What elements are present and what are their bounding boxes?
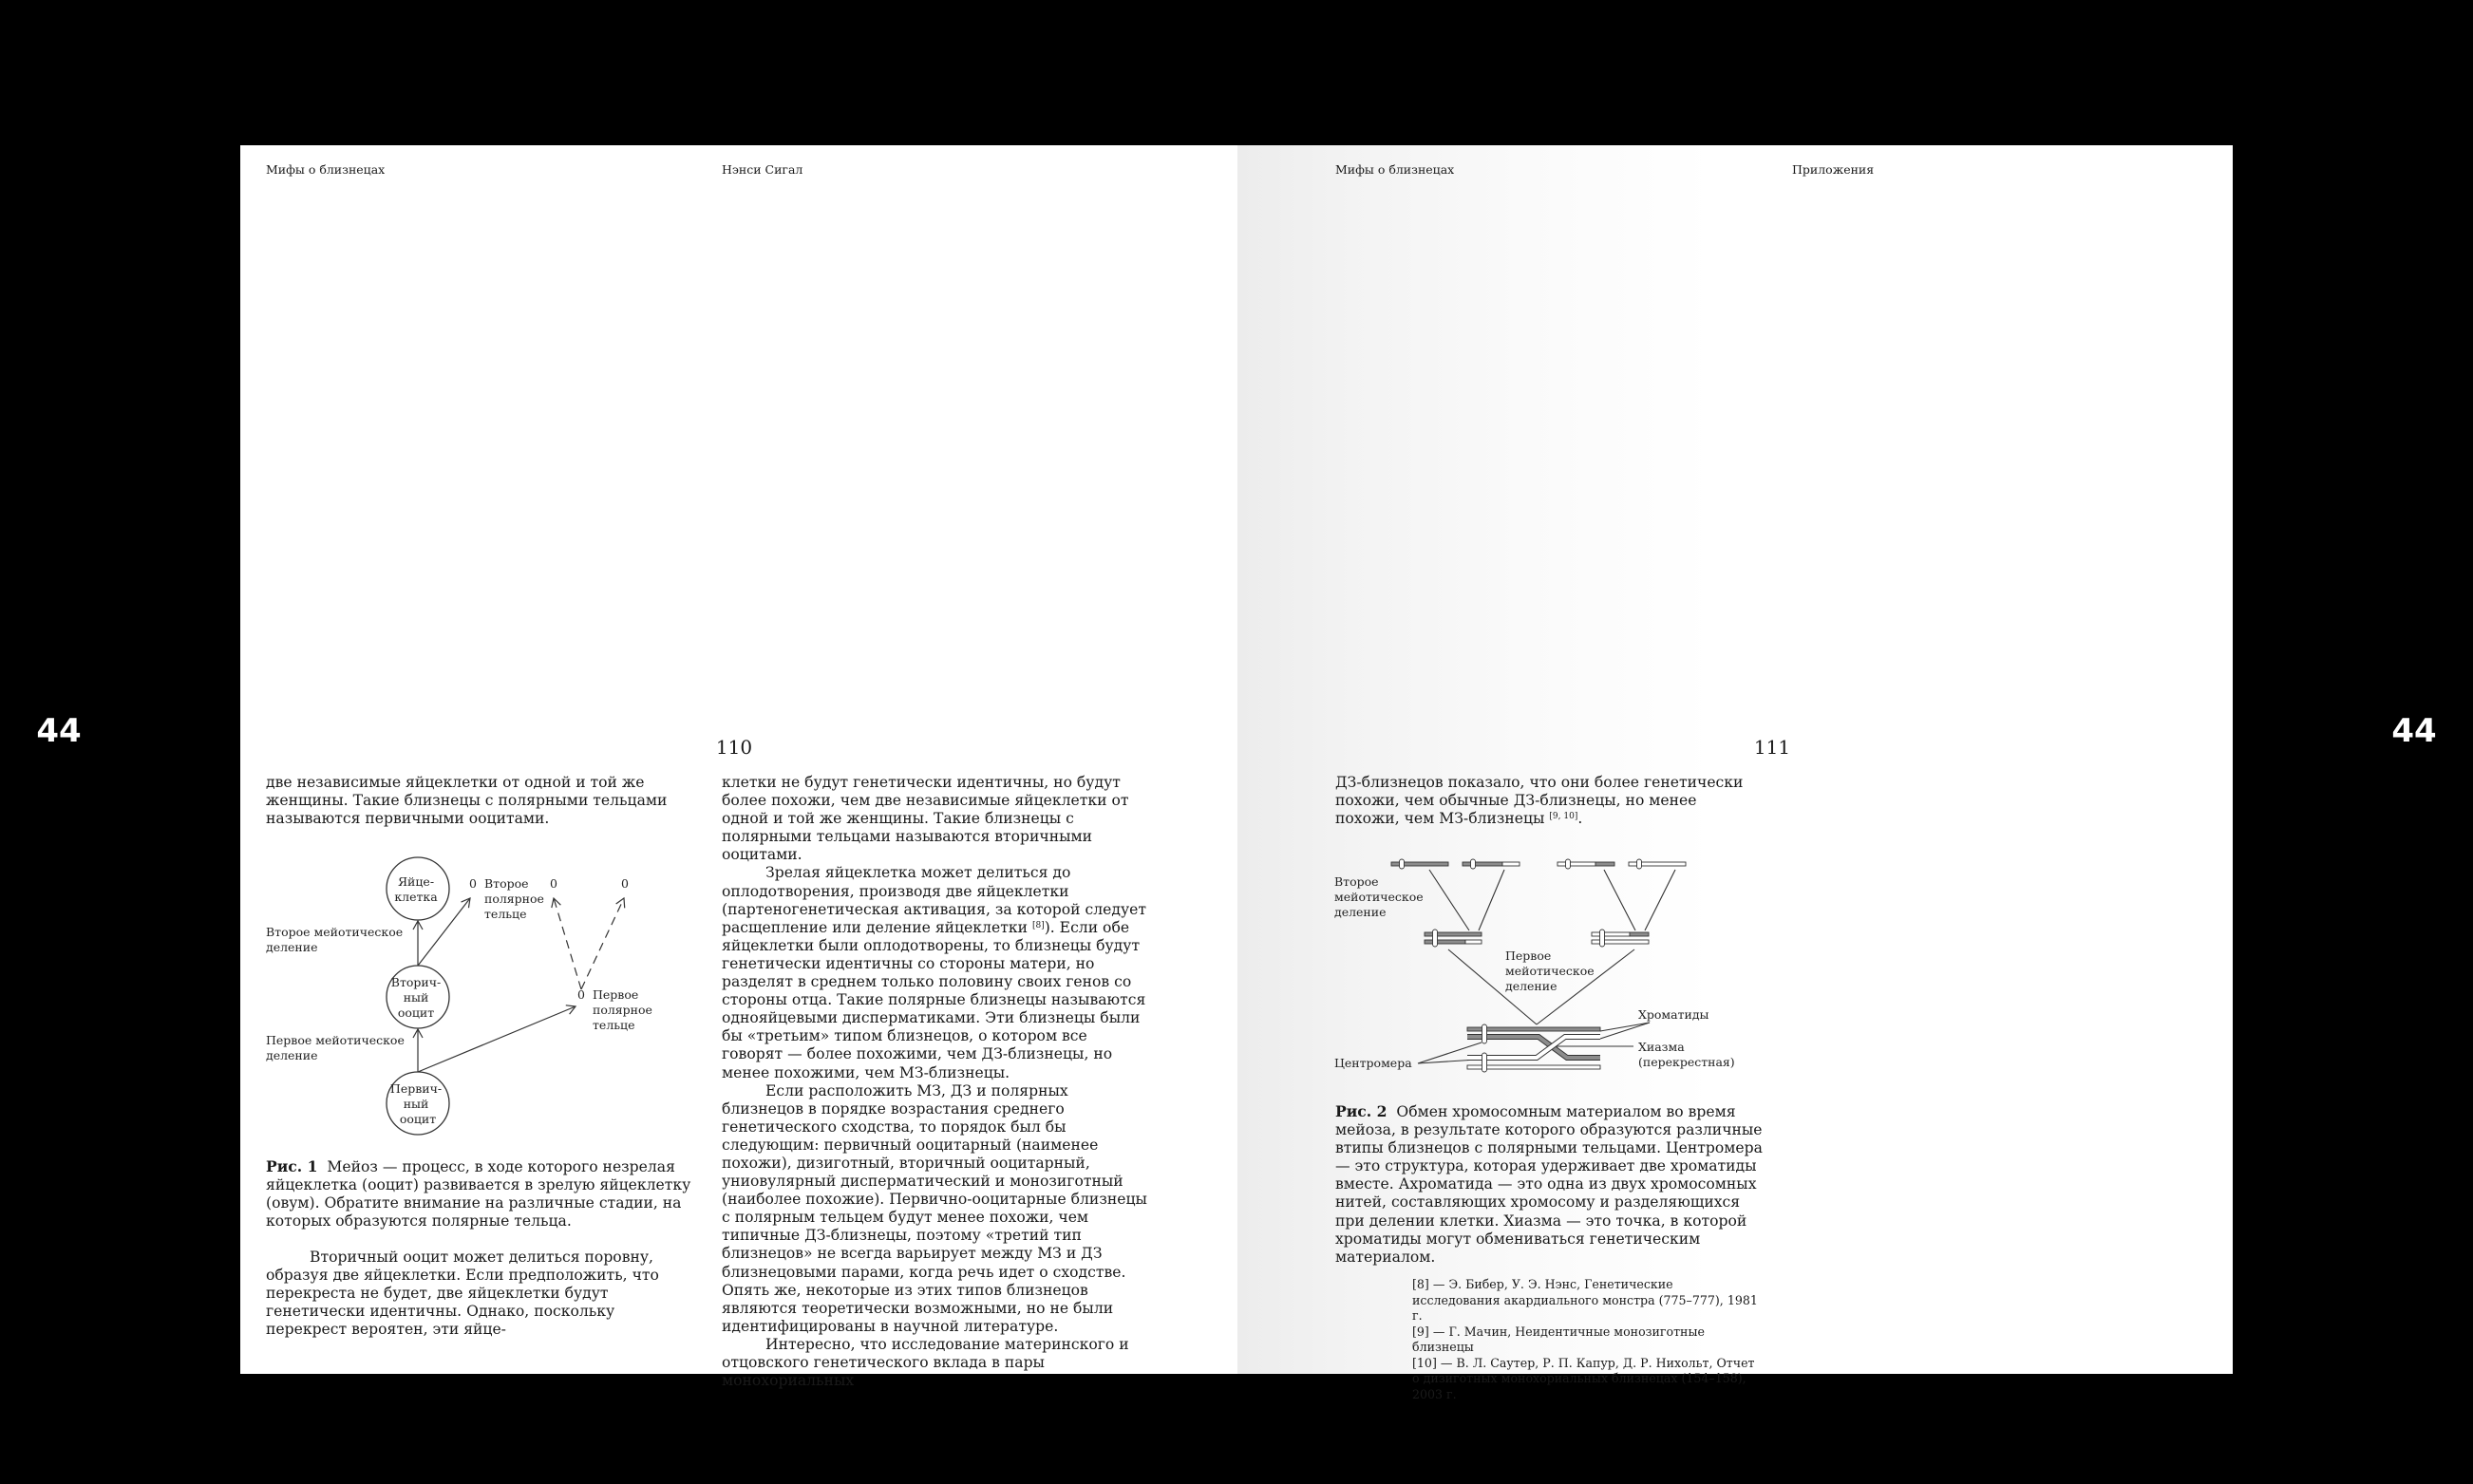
left-column-2 — [722, 774, 1149, 1390]
chromatid-segment — [1630, 932, 1649, 936]
svg-text:Второе мейотическое — [1334, 874, 1739, 1070]
running-head-title: Мифы о близнецах — [266, 162, 386, 177]
reference-9-10[interactable]: [9, 10] — [1549, 812, 1578, 822]
paragraph: две независимые яйцеклетки от одной и той же женщины. Такие близнецы с полярными тельцами называются первичными ооцитами. — [266, 774, 668, 828]
connector-line — [1479, 870, 1504, 930]
chromatid-segment — [1465, 940, 1482, 944]
side-page-number-left: 44 — [36, 712, 82, 750]
paragraph-text: ). Если обе яйцеклетки были оплодотворены, то близнецы будут генетически идентичны со стороны матери, но разделят в среднем только половину своих генов со стороны отца. Такие полярные близнецы называются однояйцевыми дисперматиками. Эти близнецы были бы «третьим» типом близнецов, о котором все говорят — более похожими, чем ДЗ-близнецы, но менее похожими, чем МЗ-близнецы. — [722, 918, 1146, 1081]
polar-body-marker: 0 — [577, 987, 585, 1002]
running-head-title: Мифы о близнецах — [1335, 162, 1455, 177]
figure-label: Рис. 1 — [266, 1157, 318, 1175]
polar-body-marker: 0 — [469, 876, 477, 891]
connector-line — [1604, 870, 1635, 930]
chromatids-pointer — [1600, 1023, 1650, 1031]
centromere-mark — [1600, 930, 1605, 947]
centromere-mark — [1482, 1053, 1487, 1072]
figure-2-caption — [1335, 1102, 1767, 1267]
secondary-label-line: ооцит — [397, 1005, 435, 1020]
first-division-label: деление — [266, 1048, 318, 1062]
primary-label-line: Первич- — [389, 1081, 443, 1096]
left-column-1-continued — [266, 1249, 693, 1339]
second-division-label: мейотическое — [1334, 890, 1424, 904]
primary-label-line: ооцит — [399, 1112, 437, 1126]
polar-body-marker: 0 — [621, 876, 629, 891]
paragraph: Интересно, что исследование материнского и отцовского генетического вклада в пары монохориальных — [722, 1335, 1129, 1390]
centromere-mark — [1471, 859, 1476, 869]
chromatid-segment — [1463, 862, 1502, 866]
running-head-section: Приложения — [1792, 162, 1875, 177]
first-polar-body-label: Первое — [593, 987, 639, 1002]
second-division-label: деление — [266, 940, 318, 954]
egg-label-line: клетка — [394, 890, 438, 904]
page-number: 111 — [1753, 736, 1791, 759]
dashed-arrow-right — [581, 898, 624, 989]
first-polar-body-label: полярное — [593, 1003, 652, 1017]
left-column-1 — [266, 774, 693, 828]
chiasma-label: (перекрестная) — [1638, 1055, 1735, 1069]
footnotes — [1412, 1277, 1764, 1402]
arrow-primary-to-first-polar — [418, 1006, 576, 1072]
running-head-author: Нэнси Сигал — [722, 162, 803, 177]
footnote: [10] — В. Л. Саутер, Р. П. Капур, Д. Р. Нихольт, Отчет о дизиготных монохориальных близнецах (154–158), 2003 г. — [1412, 1355, 1755, 1401]
centromere-label: Центромера — [1334, 1056, 1412, 1070]
first-division-label: деление — [1505, 979, 1557, 993]
crossing-chromatid-light — [1467, 1037, 1600, 1058]
second-division-label: деление — [1334, 905, 1387, 919]
paragraph: Если расположить МЗ, ДЗ и полярных близнецов в порядке возрастания среднего генетического сходства, то порядок был бы следующим: первичный ооцитарный (наименее похожи), дизиготный, вторичный ооцитарный, униовулярный дисперматический и монозиготный (наиболее похожие). Первично-ооцитарные близнецы с полярным тельцем будут менее похожи, чем типичные ДЗ-близнецы, поэтому «третий тип близнецов» не всегда варьирует между МЗ и ДЗ близнецовыми парами, когда речь идет о сходстве. Опять же, некоторые из этих типов близнецов являются теоретически возможными, но не были идентифицированы в научной литературе. — [722, 1081, 1147, 1335]
chromatid-segment — [1502, 862, 1520, 866]
paragraph-text: Зрелая яйцеклетка может делиться до оплодотворения, производя две яйцеклетки (партеногенетическая активация, за которой следует расщепление или деление яйцеклетки — [722, 864, 1146, 936]
centromere-mark — [1400, 859, 1405, 869]
second-polar-body-label: тельце — [484, 907, 527, 921]
second-polar-body-label: Второе — [484, 876, 529, 891]
second-division-label: Второе мейотическое — [266, 925, 404, 939]
crossing-chromatid-outline — [1467, 1037, 1600, 1058]
secondary-label-line: Вторич- — [390, 975, 442, 989]
first-division-label: Первое — [1505, 949, 1552, 963]
page-number: 110 — [715, 736, 753, 759]
paragraph: клетки не будут генетически идентичны, но будут более похожи, чем две независимые яйцеклетки от одной и той же женщины. Такие близнецы с полярными тельцами называются вторичными ооцитами. — [722, 774, 1129, 864]
chromatid-segment — [1467, 1027, 1600, 1031]
paragraph — [722, 864, 1149, 1081]
chromatid-segment — [1467, 1065, 1600, 1069]
connector-line — [1429, 870, 1469, 930]
figure-1-caption — [266, 1157, 693, 1230]
chromatid-segment — [1557, 862, 1595, 866]
egg-cell-circle — [387, 857, 449, 920]
paragraph: Вторичный ооцит может делиться поровну, образуя две яйцеклетки. Если предположить, что перекреста не будет, две яйцеклетки будут генетически идентичны. Однако, поскольку перекрест вероятен, эти яйце- — [266, 1249, 659, 1339]
connector-line — [1645, 870, 1675, 930]
chromatid-segment — [1425, 940, 1465, 944]
footnote: [8] — Э. Бибер, У. Э. Нэнс, Генетические исследования акардиального монстра (775–777), 1981 г. — [1412, 1277, 1758, 1323]
first-division-label: мейотическое — [1505, 964, 1595, 978]
crossing-chromatid-outline — [1467, 1037, 1600, 1058]
right-page — [1237, 145, 2233, 1401]
centromere-mark — [1637, 859, 1642, 869]
reference-8[interactable]: [8] — [1031, 920, 1045, 930]
arrow-secondary-to-second-polar — [418, 898, 470, 966]
first-division-label: Первое мейотическое — [266, 1033, 405, 1047]
chromatid-segment — [1592, 932, 1630, 936]
left-page — [240, 145, 1237, 1390]
figure-label: Рис. 2 — [1335, 1102, 1388, 1120]
paragraph-text: ДЗ-близнецов показало, что они более генетически похожи, чем обычные ДЗ-близнецы, но менее похожи, чем МЗ-близнецы — [1335, 774, 1744, 828]
centromere-mark — [1566, 859, 1571, 869]
right-column — [1335, 774, 1763, 828]
paragraph-text: . — [1577, 810, 1583, 828]
svg-text:Яйце- клетка Втори — [390, 874, 445, 1126]
dashed-arrow-left — [554, 898, 581, 989]
second-division-label: Второе — [1334, 874, 1379, 889]
second-polar-body-label: полярное — [484, 892, 544, 906]
secondary-label-line: ный — [403, 990, 429, 1005]
first-polar-body-label: тельце — [593, 1018, 635, 1032]
centromere-mark — [1433, 930, 1438, 947]
chiasma-label: Хиазма — [1638, 1040, 1685, 1054]
polar-body-marker: 0 — [550, 876, 557, 891]
chromatids-label: Хроматиды — [1638, 1007, 1709, 1022]
footnote: [9] — Г. Мачин, Неидентичные монозиготные близнецы — [1412, 1324, 1705, 1354]
crossing-chromatid-dark — [1467, 1037, 1600, 1058]
side-page-number-right: 44 — [2391, 712, 2437, 750]
chromatids-pointer — [1600, 1023, 1650, 1039]
egg-label-line: Яйце- — [397, 874, 435, 889]
primary-label-line: ный — [403, 1097, 429, 1111]
chromatid-segment — [1595, 862, 1614, 866]
caption-text: Мейоз — процесс, в ходе которого незрелая яйцеклетка (ооцит) развивается в зрелую яйцеклетку (овум). Обратите внимание на различные стадии, на которых образуются полярные тельца. — [266, 1158, 691, 1230]
paragraph — [1335, 774, 1763, 828]
centromere-mark — [1482, 1024, 1487, 1043]
caption-text: Обмен хромосомным материалом во время мейоза, в результате которого образуются различные втипы близнецов с полярными тельцами. Центромера — это структура, которая удерживает две хроматиды вместе. Ахроматида — это одна из двух хромосомных нитей, составляющих хромосому и разделяющихся при делении клетки. Хиазма — это точка, в которой хроматиды могут обмениваться генетическим материалом. — [1335, 1103, 1763, 1266]
